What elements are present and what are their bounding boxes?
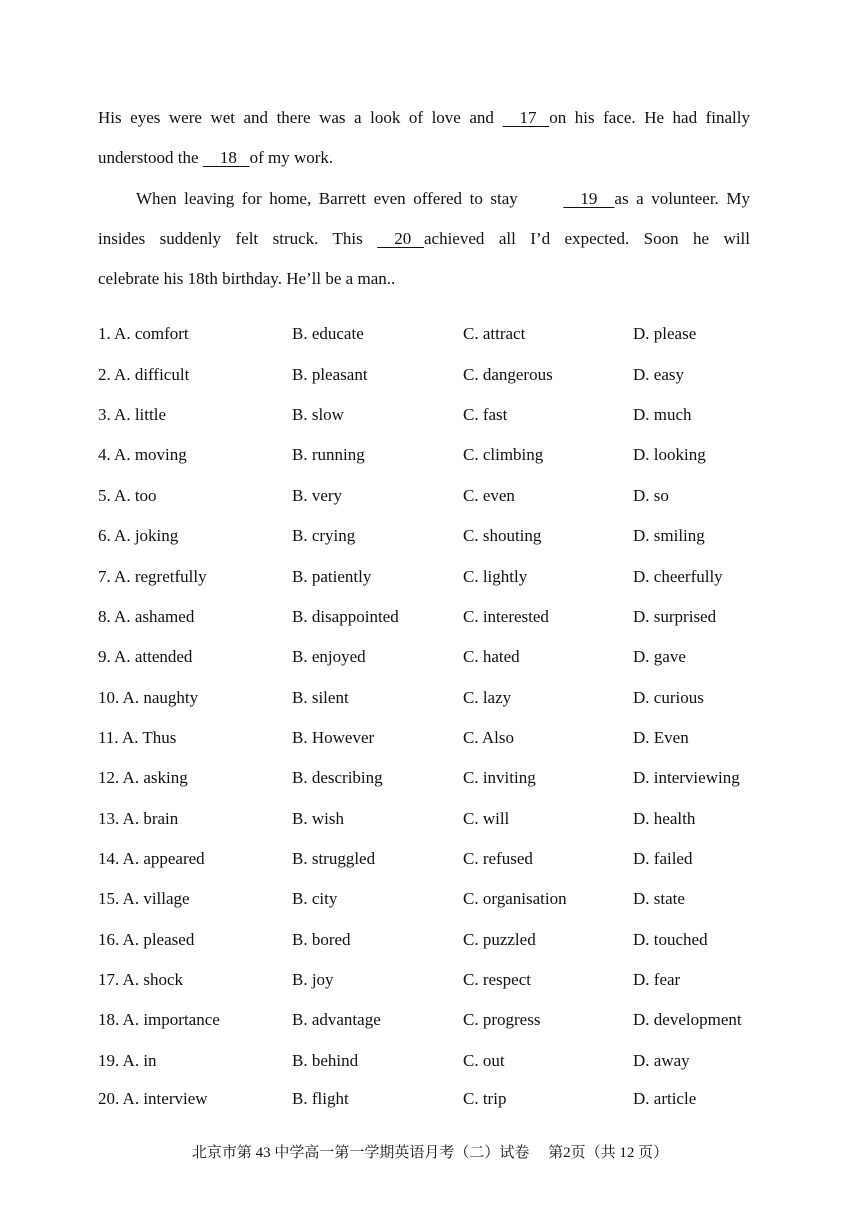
option-b: B. patiently: [292, 567, 372, 586]
passage-line: celebrate his 18th birthday. He’ll be a man..: [98, 269, 396, 288]
option-b: B. very: [292, 486, 343, 505]
option-c: C. will: [463, 809, 510, 828]
option-a: 6. A. joking: [98, 526, 179, 545]
option-c: C. lazy: [463, 688, 512, 707]
option-a: 5. A. too: [98, 486, 157, 505]
option-b: B. flight: [292, 1089, 349, 1108]
option-a: 12. A. asking: [98, 768, 188, 787]
option-d: D. please: [633, 324, 697, 343]
option-b: B. However: [292, 728, 375, 747]
option-d: D. smiling: [633, 526, 705, 545]
option-b: B. struggled: [292, 849, 376, 868]
option-d: D. fear: [633, 970, 681, 989]
blank-18: 18: [202, 148, 250, 167]
page-footer: [0, 1142, 860, 1164]
option-c: C. puzzled: [463, 930, 536, 949]
question-row: [98, 1088, 798, 1110]
option-b: B. describing: [292, 768, 383, 787]
option-b: B. slow: [292, 405, 344, 424]
blank-17: 17: [502, 108, 550, 127]
option-c: C. organisation: [463, 889, 567, 908]
option-d: D. failed: [633, 849, 693, 868]
option-b: B. pleasant: [292, 365, 368, 384]
option-b: B. enjoyed: [292, 647, 366, 666]
passage-paragraph-1: [98, 98, 750, 178]
blank-19: 19: [563, 189, 615, 208]
question-row: [98, 364, 798, 386]
option-c: C. refused: [463, 849, 533, 868]
question-row: [98, 1050, 798, 1072]
option-c: C. dangerous: [463, 365, 553, 384]
option-d: D. so: [633, 486, 669, 505]
option-c: C. even: [463, 486, 515, 505]
question-row: [98, 848, 798, 870]
question-row: [98, 929, 798, 951]
option-a: 14. A. appeared: [98, 849, 205, 868]
option-a: 2. A. difficult: [98, 365, 190, 384]
option-c: C. inviting: [463, 768, 536, 787]
option-c: C. shouting: [463, 526, 542, 545]
option-a: 15. A. village: [98, 889, 190, 908]
option-a: 19. A. in: [98, 1051, 157, 1070]
question-row: [98, 566, 798, 588]
passage-line: His eyes were wet and there was a look of love and 17 on his face. He had finally: [98, 98, 750, 138]
page-number: 第2页（共 12 页）: [548, 1145, 669, 1161]
option-d: D. easy: [633, 365, 684, 384]
option-c: C. climbing: [463, 445, 544, 464]
option-c: C. trip: [463, 1089, 507, 1108]
passage-line: When leaving for home, Barrett even offered to stay 19 as a volunteer. My: [98, 179, 750, 219]
option-a: 10. A. naughty: [98, 688, 199, 707]
option-d: D. much: [633, 405, 692, 424]
question-row: [98, 485, 798, 507]
option-a: 7. A. regretfully: [98, 567, 207, 586]
question-row: [98, 808, 798, 830]
option-d: D. article: [633, 1089, 697, 1108]
option-b: B. educate: [292, 324, 364, 343]
option-a: 1. A. comfort: [98, 324, 189, 343]
option-a: 8. A. ashamed: [98, 607, 195, 626]
question-row: [98, 767, 798, 789]
option-d: D. gave: [633, 647, 686, 666]
option-b: B. running: [292, 445, 365, 464]
option-c: C. hated: [463, 647, 520, 666]
option-c: C. attract: [463, 324, 526, 343]
question-row: [98, 444, 798, 466]
option-a: 11. A. Thus: [98, 728, 177, 747]
question-row: [98, 606, 798, 628]
option-b: B. silent: [292, 688, 349, 707]
question-row: [98, 969, 798, 991]
option-d: D. Even: [633, 728, 689, 747]
option-a: 18. A. importance: [98, 1010, 220, 1029]
option-d: D. looking: [633, 445, 706, 464]
question-row: [98, 1009, 798, 1031]
question-row: [98, 687, 798, 709]
blank-20: 20: [377, 229, 424, 248]
question-row: [98, 323, 798, 345]
question-row: [98, 888, 798, 910]
passage-paragraph-2: [98, 179, 750, 299]
option-a: 20. A. interview: [98, 1089, 208, 1108]
option-c: C. interested: [463, 607, 549, 626]
option-c: C. lightly: [463, 567, 528, 586]
option-d: D. touched: [633, 930, 708, 949]
option-d: D. health: [633, 809, 696, 828]
option-a: 13. A. brain: [98, 809, 179, 828]
option-b: B. crying: [292, 526, 356, 545]
option-a: 9. A. attended: [98, 647, 193, 666]
question-row: [98, 646, 798, 668]
question-row: [98, 525, 798, 547]
option-d: D. curious: [633, 688, 704, 707]
option-c: C. Also: [463, 728, 515, 747]
question-row: [98, 727, 798, 749]
option-c: C. out: [463, 1051, 505, 1070]
exam-title: 北京市第 43 中学高一第一学期英语月考（二）试卷: [191, 1145, 530, 1161]
option-b: B. advantage: [292, 1010, 381, 1029]
option-c: C. respect: [463, 970, 531, 989]
option-a: 17. A. shock: [98, 970, 183, 989]
option-a: 3. A. little: [98, 405, 166, 424]
option-a: 4. A. moving: [98, 445, 187, 464]
option-d: D. surprised: [633, 607, 717, 626]
passage-line: insides suddenly felt struck. This 20 achieved all I’d expected. Soon he will: [98, 219, 750, 259]
option-b: B. joy: [292, 970, 334, 989]
option-d: D. development: [633, 1010, 742, 1029]
question-row: [98, 404, 798, 426]
option-d: D. state: [633, 889, 685, 908]
option-b: B. city: [292, 889, 338, 908]
option-b: B. behind: [292, 1051, 359, 1070]
option-a: 16. A. pleased: [98, 930, 195, 949]
option-c: C. progress: [463, 1010, 541, 1029]
option-c: C. fast: [463, 405, 508, 424]
option-b: B. wish: [292, 809, 344, 828]
option-b: B. bored: [292, 930, 351, 949]
option-d: D. interviewing: [633, 768, 740, 787]
option-d: D. away: [633, 1051, 690, 1070]
passage-line: understood the 18 of my work.: [98, 138, 750, 178]
option-b: B. disappointed: [292, 607, 399, 626]
option-d: D. cheerfully: [633, 567, 723, 586]
